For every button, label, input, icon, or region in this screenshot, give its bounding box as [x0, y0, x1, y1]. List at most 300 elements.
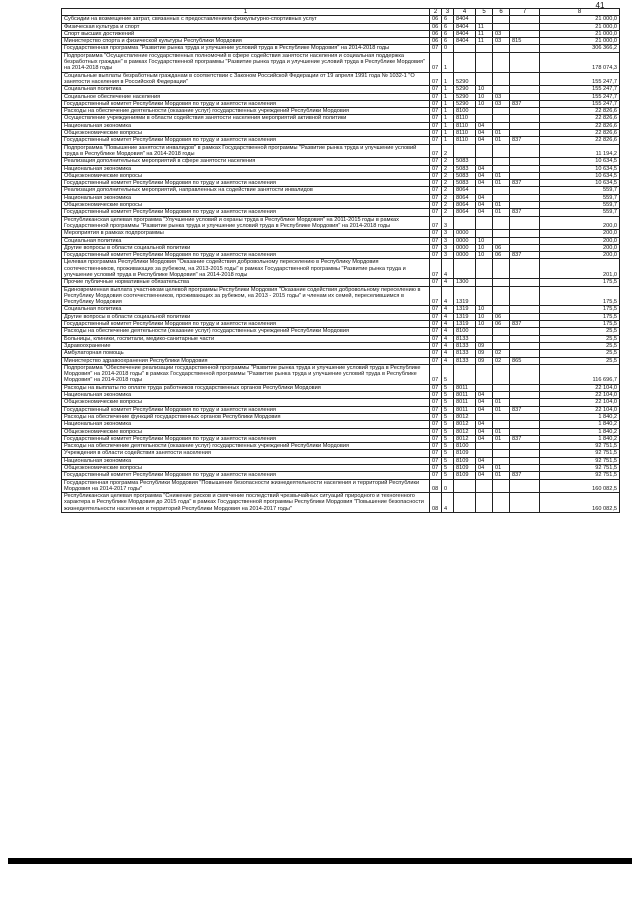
table-row	[62, 306, 620, 313]
row-program-code: 07	[430, 108, 442, 115]
row-amount: 559,7	[540, 187, 620, 194]
row-subprogram-code: 2	[442, 165, 454, 172]
row-name: Расходы на обеспечение деятельности (оказание услуг) государственных учреждений Республики Мордовия	[62, 108, 430, 115]
row-name: Государственный комитет Республики Мордовия по труду и занятости населения	[62, 406, 430, 413]
table-row	[62, 72, 620, 86]
row-target-code: 8404	[454, 30, 476, 37]
row-subsection: 02	[493, 350, 510, 357]
row-amount: 21 000,0	[540, 16, 620, 23]
row-name: Расходы на обеспечение деятельности (оказание услуг) государственных учреждений Республики Мордовия	[62, 328, 430, 335]
row-target-code	[454, 216, 476, 230]
row-subsection: 01	[493, 180, 510, 187]
row-amount: 25,5	[540, 335, 620, 342]
row-name: Национальная экономика	[62, 165, 430, 172]
row-section: 10	[476, 93, 493, 100]
row-name: Государственный комитет Республики Мордовия по труду и занятости населения	[62, 209, 430, 216]
table-row	[62, 187, 620, 194]
table-row	[62, 350, 620, 357]
row-ministry-code	[510, 392, 540, 399]
row-subsection	[493, 450, 510, 457]
row-program-code: 07	[430, 399, 442, 406]
row-subprogram-code: 2	[442, 158, 454, 165]
column-number: 2	[430, 9, 442, 16]
row-name: Министерство здравоохранения Республики Мордовия	[62, 357, 430, 364]
row-section: 04	[476, 392, 493, 399]
row-target-code: 8109	[454, 450, 476, 457]
row-target-code: 5290	[454, 93, 476, 100]
row-section: 10	[476, 252, 493, 259]
row-program-code: 07	[430, 342, 442, 349]
row-subsection: 01	[493, 202, 510, 209]
row-amount: 559,7	[540, 194, 620, 201]
row-name: Государственный комитет Республики Мордовия по труду и занятости населения	[62, 435, 430, 442]
row-program-code: 07	[430, 465, 442, 472]
row-ministry-code	[510, 457, 540, 464]
row-section: 10	[476, 237, 493, 244]
row-name: Национальная экономика	[62, 392, 430, 399]
row-name: Расходы на выплаты по оплате труда работников государственных органов Республики Мордовия	[62, 384, 430, 391]
row-name: Национальная экономика	[62, 122, 430, 129]
table-row	[62, 450, 620, 457]
row-program-code: 08	[430, 493, 442, 513]
row-subsection	[493, 158, 510, 165]
row-ministry-code	[510, 30, 540, 37]
row-subprogram-code: 1	[442, 115, 454, 122]
row-subprogram-code: 5	[442, 413, 454, 420]
row-program-code: 08	[430, 479, 442, 493]
row-program-code: 07	[430, 172, 442, 179]
row-section: 04	[476, 165, 493, 172]
row-program-code: 07	[430, 364, 442, 384]
row-subprogram-code: 5	[442, 384, 454, 391]
row-section	[476, 364, 493, 384]
row-subprogram-code: 2	[442, 187, 454, 194]
row-ministry-code: 815	[510, 38, 540, 45]
row-ministry-code	[510, 16, 540, 23]
row-amount: 559,7	[540, 209, 620, 216]
row-amount: 22 826,6	[540, 137, 620, 144]
row-name: Общеэкономические вопросы	[62, 399, 430, 406]
row-subprogram-code: 4	[442, 328, 454, 335]
row-subsection: 01	[493, 172, 510, 179]
row-section: 04	[476, 202, 493, 209]
row-subprogram-code: 6	[442, 30, 454, 37]
row-ministry-code	[510, 421, 540, 428]
table-row	[62, 428, 620, 435]
row-section	[476, 52, 493, 72]
row-section	[476, 479, 493, 493]
row-name: Министерство спорта и физической культуры Республики Мордовия	[62, 38, 430, 45]
row-subsection	[493, 194, 510, 201]
row-section: 04	[476, 428, 493, 435]
row-program-code: 07	[430, 187, 442, 194]
row-target-code: 8133	[454, 342, 476, 349]
row-section: 10	[476, 244, 493, 251]
row-ministry-code	[510, 45, 540, 52]
row-subprogram-code: 4	[442, 259, 454, 279]
row-target-code: 1300	[454, 279, 476, 286]
row-section: 04	[476, 435, 493, 442]
row-name: Государственная программа "Развитие рынка труда и улучшение условий труда в Республике Мордовия" на 2014-2018 годы	[62, 45, 430, 52]
row-section	[476, 216, 493, 230]
table-row	[62, 137, 620, 144]
row-subsection	[493, 16, 510, 23]
row-name: Государственный комитет Республики Мордовия по труду и занятости населения	[62, 321, 430, 328]
row-amount: 10 634,5	[540, 172, 620, 179]
row-subprogram-code: 2	[442, 194, 454, 201]
row-name: Расходы на обеспечение деятельности (оказание услуг) государственных учреждений Республики Мордовия	[62, 443, 430, 450]
row-subsection: 01	[493, 428, 510, 435]
row-subprogram-code: 4	[442, 306, 454, 313]
row-target-code: 8011	[454, 392, 476, 399]
row-subsection	[493, 52, 510, 72]
table-row	[62, 435, 620, 442]
row-amount: 21 000,0	[540, 38, 620, 45]
row-subsection: 06	[493, 321, 510, 328]
row-name: Субсидии на возмещение затрат, связанных с предоставлением физкультурно-спортивных услуг	[62, 16, 430, 23]
row-subprogram-code: 2	[442, 172, 454, 179]
row-name: Подпрограмма "Осуществление государственных полномочий в сфере содействия занятости населения и социальная поддержка безработных граждан" в рамках Государственной программы "Развитие рынка труда и улучшение условий труда в Республике Мордовия" на 2014-2018 годы	[62, 52, 430, 72]
row-program-code: 07	[430, 194, 442, 201]
row-ministry-code: 837	[510, 209, 540, 216]
row-target-code: 5083	[454, 165, 476, 172]
row-subprogram-code: 5	[442, 392, 454, 399]
row-section	[476, 45, 493, 52]
row-target-code: 5290	[454, 72, 476, 86]
table-row	[62, 252, 620, 259]
row-subprogram-code: 5	[442, 399, 454, 406]
row-section	[476, 443, 493, 450]
row-amount: 25,5	[540, 357, 620, 364]
row-target-code: 1319	[454, 321, 476, 328]
row-subprogram-code: 1	[442, 52, 454, 72]
row-target-code: 8064	[454, 194, 476, 201]
row-ministry-code	[510, 194, 540, 201]
row-amount: 22 826,6	[540, 130, 620, 137]
row-name: Единовременная выплата участникам целевой программы Республики Мордовия "Оказание содействия добровольному переселению в Республику Мордовия соотечественников, проживающих за рубежом, на 2013 - 2015 годы" и членам их семей, переселившимся в Республику Мордовия	[62, 286, 430, 306]
row-amount: 92 751,5	[540, 450, 620, 457]
row-subsection	[493, 86, 510, 93]
row-name: Национальная экономика	[62, 194, 430, 201]
row-section: 04	[476, 421, 493, 428]
row-amount: 10 634,5	[540, 158, 620, 165]
row-subsection	[493, 165, 510, 172]
row-target-code: 8133	[454, 350, 476, 357]
table-body	[62, 16, 620, 513]
row-subsection	[493, 108, 510, 115]
row-ministry-code	[510, 130, 540, 137]
row-subprogram-code: 5	[442, 428, 454, 435]
table-row	[62, 38, 620, 45]
row-ministry-code	[510, 313, 540, 320]
row-name: Реализация дополнительных мероприятий в сфере занятости населения	[62, 158, 430, 165]
row-subsection: 06	[493, 244, 510, 251]
table-row	[62, 16, 620, 23]
row-subsection	[493, 392, 510, 399]
row-ministry-code	[510, 244, 540, 251]
row-ministry-code	[510, 230, 540, 237]
row-subprogram-code: 5	[442, 472, 454, 479]
row-name: Национальная экономика	[62, 421, 430, 428]
row-subprogram-code: 5	[442, 364, 454, 384]
row-section: 04	[476, 406, 493, 413]
table-row	[62, 328, 620, 335]
table-row	[62, 165, 620, 172]
table-row	[62, 23, 620, 30]
row-program-code: 06	[430, 23, 442, 30]
row-subsection	[493, 457, 510, 464]
row-name: Расходы на обеспечение функций государственных органов Республики Мордовия	[62, 413, 430, 420]
row-section: 10	[476, 86, 493, 93]
row-program-code: 07	[430, 413, 442, 420]
row-target-code: 1319	[454, 313, 476, 320]
row-target-code: 1319	[454, 306, 476, 313]
row-subsection	[493, 237, 510, 244]
row-amount: 92 751,5	[540, 443, 620, 450]
row-target-code: 8012	[454, 435, 476, 442]
row-subprogram-code: 6	[442, 23, 454, 30]
row-amount: 22 826,6	[540, 115, 620, 122]
row-subsection	[493, 230, 510, 237]
row-target-code: 5083	[454, 180, 476, 187]
table-row	[62, 472, 620, 479]
row-subprogram-code: 3	[442, 237, 454, 244]
row-subsection	[493, 384, 510, 391]
row-section	[476, 335, 493, 342]
table-row	[62, 115, 620, 122]
page-number: 41	[595, 1, 605, 10]
row-name: Национальная экономика	[62, 457, 430, 464]
row-amount: 25,5	[540, 342, 620, 349]
row-subsection: 03	[493, 30, 510, 37]
row-ministry-code	[510, 335, 540, 342]
row-ministry-code: 837	[510, 435, 540, 442]
row-subsection	[493, 259, 510, 279]
row-ministry-code	[510, 259, 540, 279]
row-section	[476, 450, 493, 457]
row-target-code: 8100	[454, 328, 476, 335]
row-program-code: 07	[430, 209, 442, 216]
row-ministry-code: 837	[510, 180, 540, 187]
row-subsection: 01	[493, 465, 510, 472]
row-program-code: 07	[430, 428, 442, 435]
row-amount: 92 751,5	[540, 457, 620, 464]
row-program-code: 07	[430, 350, 442, 357]
row-ministry-code	[510, 479, 540, 493]
row-subprogram-code: 6	[442, 38, 454, 45]
row-program-code: 07	[430, 384, 442, 391]
row-ministry-code	[510, 115, 540, 122]
row-program-code: 07	[430, 130, 442, 137]
row-section: 04	[476, 472, 493, 479]
row-target-code: 0000	[454, 252, 476, 259]
row-program-code: 07	[430, 306, 442, 313]
row-target-code: 8012	[454, 428, 476, 435]
row-name: Учреждения в области содействия занятости населения	[62, 450, 430, 457]
row-amount: 155 247,7	[540, 93, 620, 100]
row-name: Социальная политика	[62, 86, 430, 93]
column-number: 5	[476, 9, 493, 16]
row-section	[476, 230, 493, 237]
row-program-code: 07	[430, 457, 442, 464]
row-ministry-code: 837	[510, 406, 540, 413]
row-amount: 1 840,2	[540, 413, 620, 420]
row-program-code: 07	[430, 313, 442, 320]
row-name: Республиканская целевая программа "Улучшение условий и охраны труда в Республике Мордовия" на 2011-2015 годы в рамках Государственной программы "Развитие рынка труда и улучшение условий труда в Республике Мордовия" на 2014-2018 годы	[62, 216, 430, 230]
row-amount: 200,0	[540, 252, 620, 259]
row-section	[476, 493, 493, 513]
row-subprogram-code: 4	[442, 335, 454, 342]
row-subprogram-code: 5	[442, 421, 454, 428]
row-subsection: 03	[493, 38, 510, 45]
row-subprogram-code: 2	[442, 144, 454, 158]
row-name: Осуществление учреждениями в области содействия занятости населения мероприятий активной политики	[62, 115, 430, 122]
table-row	[62, 122, 620, 129]
table-row	[62, 172, 620, 179]
row-subprogram-code: 4	[442, 357, 454, 364]
row-section	[476, 16, 493, 23]
row-amount: 11 194,2	[540, 144, 620, 158]
row-amount: 155 247,7	[540, 86, 620, 93]
row-subsection	[493, 479, 510, 493]
table-row	[62, 342, 620, 349]
table-row	[62, 180, 620, 187]
table-row	[62, 399, 620, 406]
row-target-code: 5083	[454, 158, 476, 165]
row-target-code	[454, 364, 476, 384]
table-row	[62, 93, 620, 100]
row-amount: 21 000,0	[540, 30, 620, 37]
row-program-code: 07	[430, 115, 442, 122]
row-ministry-code	[510, 216, 540, 230]
row-name: Общеэкономические вопросы	[62, 428, 430, 435]
row-section	[476, 144, 493, 158]
row-subprogram-code: 1	[442, 72, 454, 86]
row-ministry-code	[510, 328, 540, 335]
row-target-code: 8012	[454, 413, 476, 420]
row-name: Республиканская целевая программа "Снижение рисков и смягчение последствий чрезвычайных ситуаций природного и техногенного характера в Республике Мордовия до 2015 года" в рамках Государственной программы Республики Мордовия "Повышение безопасности жизнедеятельности населения и территорий Республики Мордовия на 2014-2017 годы"	[62, 493, 430, 513]
row-section	[476, 187, 493, 194]
row-program-code: 07	[430, 202, 442, 209]
row-subprogram-code: 4	[442, 313, 454, 320]
row-program-code: 07	[430, 406, 442, 413]
row-program-code: 07	[430, 472, 442, 479]
row-program-code: 07	[430, 392, 442, 399]
row-amount: 175,5	[540, 313, 620, 320]
row-subsection: 06	[493, 313, 510, 320]
row-subsection	[493, 45, 510, 52]
row-target-code	[454, 144, 476, 158]
row-amount: 10 634,5	[540, 180, 620, 187]
row-name: Другие вопросы в области социальной политики	[62, 244, 430, 251]
row-subsection: 01	[493, 435, 510, 442]
column-number-row	[62, 9, 620, 16]
row-program-code: 07	[430, 137, 442, 144]
budget-table	[61, 8, 620, 513]
row-amount: 175,5	[540, 286, 620, 306]
row-program-code: 07	[430, 335, 442, 342]
row-name: Целевая программа Республики Мордовия "Оказание содействия добровольному переселению в Республику Мордовия соотечественников, проживающих за рубежом, на 2013-2015 годы" в рамках Государственной программы "Развитие рынка труда и улучшение условий труда в Республике Мордовия" на 2014-2018 годы	[62, 259, 430, 279]
row-ministry-code: 837	[510, 100, 540, 107]
row-amount: 22 104,0	[540, 406, 620, 413]
row-ministry-code	[510, 279, 540, 286]
row-target-code: 0000	[454, 237, 476, 244]
row-section	[476, 158, 493, 165]
row-subsection: 01	[493, 130, 510, 137]
table-row	[62, 144, 620, 158]
row-section: 11	[476, 38, 493, 45]
row-ministry-code	[510, 428, 540, 435]
row-ministry-code	[510, 237, 540, 244]
table-row	[62, 384, 620, 391]
row-target-code: 8110	[454, 130, 476, 137]
row-target-code: 8110	[454, 137, 476, 144]
row-subprogram-code: 4	[442, 350, 454, 357]
row-amount: 160 082,5	[540, 493, 620, 513]
row-target-code: 8012	[454, 421, 476, 428]
row-subsection	[493, 306, 510, 313]
row-ministry-code	[510, 306, 540, 313]
row-section: 04	[476, 465, 493, 472]
row-name: Государственный комитет Республики Мордовия по труду и занятости населения	[62, 180, 430, 187]
row-subprogram-code: 5	[442, 465, 454, 472]
table-row	[62, 30, 620, 37]
row-amount: 22 826,6	[540, 108, 620, 115]
table-row	[62, 216, 620, 230]
row-program-code: 07	[430, 321, 442, 328]
row-name: Социальное обеспечение населения	[62, 93, 430, 100]
row-subsection	[493, 115, 510, 122]
row-amount: 116 696,7	[540, 364, 620, 384]
table-row	[62, 130, 620, 137]
table-row	[62, 259, 620, 279]
row-ministry-code	[510, 202, 540, 209]
row-name: Спорт высших достижений	[62, 30, 430, 37]
row-name: Другие вопросы в области социальной политики	[62, 313, 430, 320]
row-amount: 92 751,5	[540, 472, 620, 479]
row-section: 04	[476, 130, 493, 137]
row-name: Социальная политика	[62, 306, 430, 313]
row-subprogram-code: 5	[442, 406, 454, 413]
row-subsection: 01	[493, 137, 510, 144]
row-section	[476, 413, 493, 420]
table-row	[62, 313, 620, 320]
row-subsection	[493, 122, 510, 129]
row-program-code: 07	[430, 450, 442, 457]
row-program-code: 07	[430, 45, 442, 52]
row-program-code: 07	[430, 165, 442, 172]
row-program-code: 07	[430, 279, 442, 286]
row-target-code: 0000	[454, 230, 476, 237]
row-subsection: 02	[493, 357, 510, 364]
row-amount: 306 366,2	[540, 45, 620, 52]
row-subsection	[493, 493, 510, 513]
row-amount: 92 751,5	[540, 465, 620, 472]
row-program-code: 07	[430, 158, 442, 165]
row-section: 04	[476, 399, 493, 406]
row-subsection	[493, 23, 510, 30]
row-subprogram-code: 5	[442, 435, 454, 442]
row-subprogram-code: 2	[442, 202, 454, 209]
row-subprogram-code: 0	[442, 45, 454, 52]
row-target-code: 8110	[454, 122, 476, 129]
row-target-code: 5290	[454, 100, 476, 107]
row-name: Государственный комитет Республики Мордовия по труду и занятости населения	[62, 137, 430, 144]
row-ministry-code	[510, 399, 540, 406]
row-ministry-code	[510, 86, 540, 93]
row-section: 09	[476, 342, 493, 349]
row-ministry-code	[510, 23, 540, 30]
